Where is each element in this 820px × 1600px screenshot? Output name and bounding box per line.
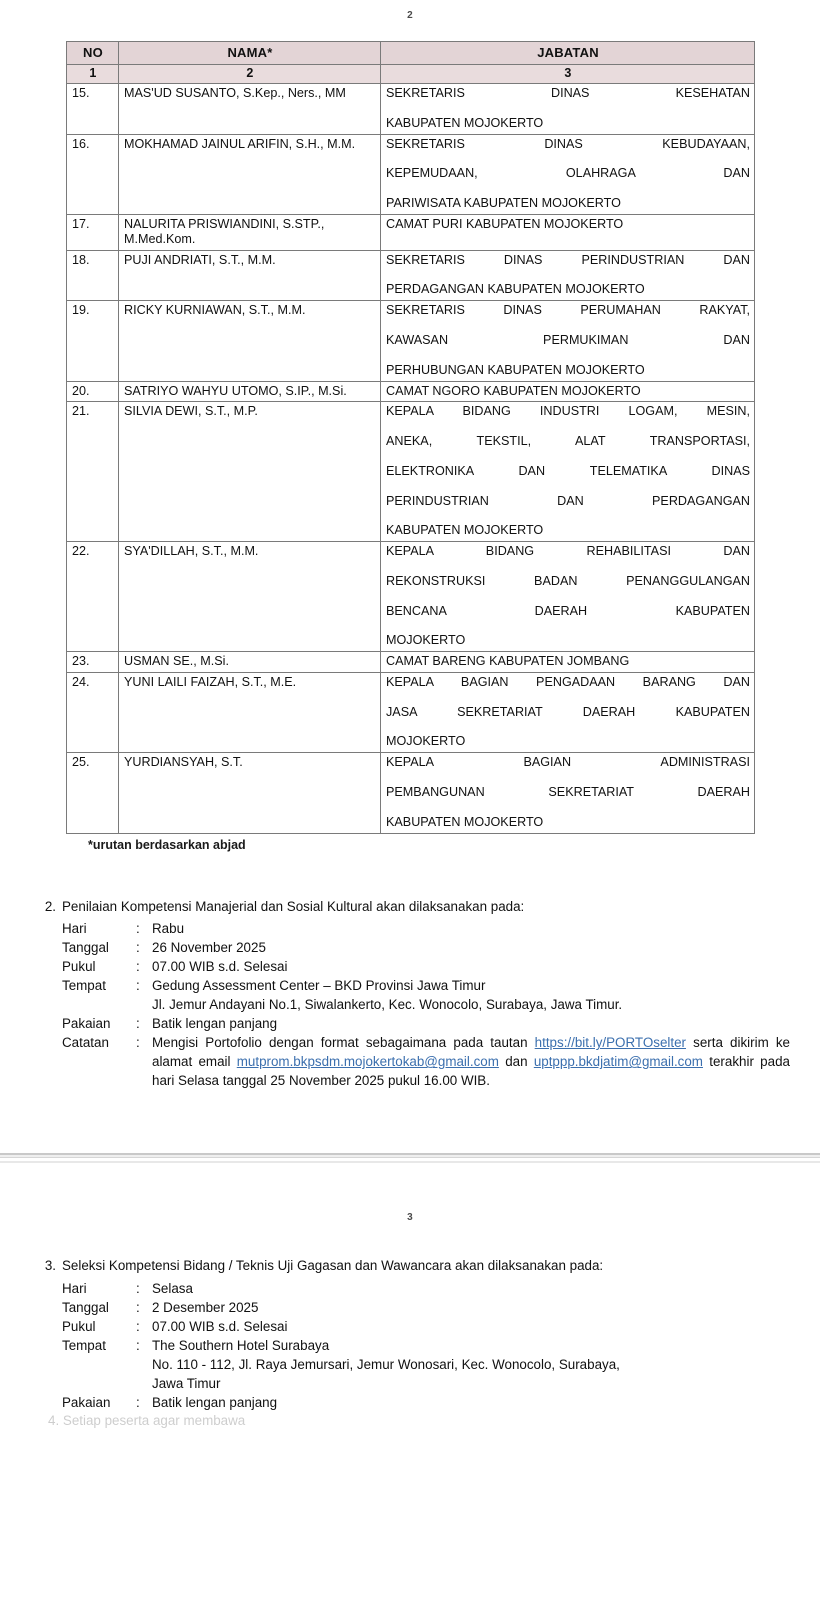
table-row — [67, 652, 755, 673]
catatan-text-part2: serta dikirim ke alamat email — [152, 1035, 790, 1070]
table-row — [67, 673, 755, 753]
detail-label-pukul: Pukul — [62, 1318, 96, 1334]
table-row — [67, 84, 755, 135]
detail-value-tempat-address-line1: No. 110 - 112, Jl. Raya Jemursari, Jemur Wonosari, Kec. Wonocolo, Surabaya, — [152, 1356, 620, 1372]
cell-nama: PUJI ANDRIATI, S.T., M.M. — [119, 250, 381, 301]
jabatan-line: BENCANA DAERAH KABUPATEN — [386, 603, 750, 618]
detail-colon: : — [136, 1394, 140, 1410]
table-row — [67, 753, 755, 833]
cell-nama: SILVIA DEWI, S.T., M.P. — [119, 402, 381, 542]
roster-table — [66, 41, 755, 834]
cell-no: 23. — [67, 652, 119, 673]
cell-jabatan — [381, 214, 755, 250]
detail-label-hari: Hari — [62, 921, 87, 937]
jabatan-line: KEPALA BAGIAN PENGADAAN BARANG DAN — [386, 675, 750, 690]
detail-label-catatan: Catatan — [62, 1035, 109, 1051]
section-2-number: 2. — [44, 898, 56, 914]
column-number-2: 2 — [119, 65, 381, 84]
detail-value-tanggal: 26 November 2025 — [152, 940, 266, 956]
cell-no: 17. — [67, 214, 119, 250]
jabatan-line: PERDAGANGAN KABUPATEN MOJOKERTO — [386, 282, 645, 297]
jabatan-line: KEPALA BIDANG INDUSTRI LOGAM, MESIN, — [386, 404, 750, 419]
jabatan-line: SEKRETARIS DINAS KEBUDAYAAN, — [386, 136, 750, 151]
catatan-text-part1: Mengisi Portofolio dengan format sebagaimana pada tautan — [152, 1035, 528, 1051]
section-3-title: Seleksi Kompetensi Bidang / Teknis Uji Gagasan dan Wawancara akan dilaksanakan pada: — [62, 1258, 604, 1274]
cell-jabatan — [381, 381, 755, 402]
detail-value-pakaian: Batik lengan panjang — [152, 1016, 278, 1032]
detail-value-hari: Selasa — [152, 1280, 193, 1296]
cell-no: 19. — [67, 301, 119, 381]
jabatan-line: KABUPATEN MOJOKERTO — [386, 814, 544, 829]
detail-label-pakaian: Pakaian — [62, 1016, 111, 1032]
catatan-text-part4: terakhir pada hari Selasa tanggal 25 November 2025 pukul 16.00 WIB. — [152, 1054, 790, 1089]
table-row — [67, 542, 755, 652]
cell-nama: NALURITA PRISWIANDINI, S.STP., M.Med.Kom. — [119, 214, 381, 250]
detail-label-tanggal: Tanggal — [62, 1299, 109, 1315]
detail-value-pukul: 07.00 WIB s.d. Selesai — [152, 959, 288, 975]
section-3 — [0, 1257, 820, 1412]
cell-no: 15. — [67, 84, 119, 135]
jabatan-line: PEMBANGUNAN SEKRETARIAT DAERAH — [386, 785, 750, 800]
jabatan-line: KABUPATEN MOJOKERTO — [386, 523, 544, 538]
detail-label-tempat: Tempat — [62, 978, 106, 994]
detail-value-tempat: Gedung Assessment Center – BKD Provinsi Jawa Timur — [152, 978, 486, 994]
cell-jabatan — [381, 301, 755, 381]
table-row — [67, 214, 755, 250]
detail-label-tempat: Tempat — [62, 1337, 106, 1353]
jabatan-line: KABUPATEN MOJOKERTO — [386, 115, 544, 130]
detail-row-tanggal — [62, 938, 790, 957]
cell-nama: USMAN SE., M.Si. — [119, 652, 381, 673]
jabatan-line: ELEKTRONIKA DAN TELEMATIKA DINAS — [386, 463, 750, 478]
column-header-jabatan: JABATAN — [381, 42, 755, 65]
cell-nama: YURDIANSYAH, S.T. — [119, 753, 381, 833]
column-number-1: 1 — [67, 65, 119, 84]
jabatan-line: CAMAT PURI KABUPATEN MOJOKERTO — [386, 216, 624, 231]
detail-colon: : — [136, 921, 140, 937]
detail-value-tempat-address: Jl. Jemur Andayani No.1, Siwalankerto, Kec. Wonocolo, Surabaya, Jawa Timur. — [152, 997, 623, 1013]
portfolio-link[interactable]: https://bit.ly/PORTOselter — [534, 1035, 686, 1051]
jabatan-line: CAMAT BARENG KABUPATEN JOMBANG — [386, 654, 630, 669]
table-row — [67, 134, 755, 214]
cell-jabatan — [381, 652, 755, 673]
section-2-details — [62, 919, 790, 1090]
table-footnote: *urutan berdasarkan abjad — [88, 837, 246, 852]
jabatan-line: KEPALA BIDANG REHABILITASI DAN — [386, 544, 750, 559]
detail-label-pakaian: Pakaian — [62, 1394, 111, 1410]
roster-table-wrapper — [66, 41, 754, 852]
section-2-title: Penilaian Kompetensi Manajerial dan Sosial Kultural akan dilaksanakan pada: — [62, 898, 525, 914]
detail-label-pukul: Pukul — [62, 959, 96, 975]
detail-row-tempat-address — [62, 995, 790, 1014]
column-header-nama: NAMA* — [119, 42, 381, 65]
cell-nama: RICKY KURNIAWAN, S.T., M.M. — [119, 301, 381, 381]
detail-value-tempat: The Southern Hotel Surabaya — [152, 1337, 330, 1353]
detail-row-pakaian — [62, 1014, 790, 1033]
detail-colon: : — [136, 940, 140, 956]
detail-colon: : — [136, 1016, 140, 1032]
column-number-3: 3 — [381, 65, 755, 84]
section-3-number: 3. — [44, 1258, 56, 1274]
jabatan-line: SEKRETARIS DINAS PERUMAHAN RAKYAT, — [386, 303, 750, 318]
detail-row-pukul — [62, 1317, 790, 1336]
detail-row-tempat — [62, 976, 790, 995]
cell-jabatan — [381, 84, 755, 135]
cell-nama: MOKHAMAD JAINUL ARIFIN, S.H., M.M. — [119, 134, 381, 214]
section-2-heading — [34, 898, 790, 915]
jabatan-line: PERINDUSTRIAN DAN PERDAGANGAN — [386, 493, 750, 508]
section-4-cut-off — [0, 1412, 820, 1428]
cell-jabatan — [381, 673, 755, 753]
cell-no: 25. — [67, 753, 119, 833]
detail-colon: : — [136, 1318, 140, 1334]
detail-value-pukul: 07.00 WIB s.d. Selesai — [152, 1318, 288, 1334]
detail-label-hari: Hari — [62, 1280, 87, 1296]
section-4-text: 4. Setiap peserta agar membawa — [48, 1412, 246, 1428]
cell-no: 21. — [67, 402, 119, 542]
detail-colon: : — [136, 978, 140, 994]
column-header-no: NO — [67, 42, 119, 65]
detail-row-tempat-address-1 — [62, 1355, 790, 1374]
jabatan-line: REKONSTRUKSI BADAN PENANGGULANGAN — [386, 573, 750, 588]
detail-value-catatan — [152, 1033, 790, 1090]
page-number-bottom: 3 — [407, 1212, 413, 1224]
jabatan-line: JASA SEKRETARIAT DAERAH KABUPATEN — [386, 704, 750, 719]
detail-row-catatan — [62, 1033, 790, 1090]
detail-colon: : — [136, 1299, 140, 1315]
jabatan-line: SEKRETARIS DINAS KESEHATAN — [386, 86, 750, 101]
jabatan-line: ANEKA, TEKSTIL, ALAT TRANSPORTASI, — [386, 434, 750, 449]
jabatan-line: KEPALA BAGIAN ADMINISTRASI — [386, 755, 750, 770]
detail-row-pukul — [62, 957, 790, 976]
detail-value-tempat-address-line2: Jawa Timur — [152, 1375, 221, 1391]
table-row — [67, 381, 755, 402]
detail-value-hari: Rabu — [152, 921, 185, 937]
cell-nama: YUNI LAILI FAIZAH, S.T., M.E. — [119, 673, 381, 753]
cell-no: 24. — [67, 673, 119, 753]
detail-colon: : — [136, 1035, 140, 1051]
table-row — [67, 402, 755, 542]
detail-colon: : — [136, 1280, 140, 1296]
table-header — [67, 42, 755, 84]
document-page-3 — [0, 1168, 820, 1428]
detail-row-tanggal — [62, 1298, 790, 1317]
cell-jabatan — [381, 542, 755, 652]
email-link-mojokerto[interactable]: mutprom.bkpsdm.mojokertokab@gmail.com — [236, 1054, 499, 1070]
table-row — [67, 301, 755, 381]
jabatan-line: PARIWISATA KABUPATEN MOJOKERTO — [386, 196, 621, 211]
page-separator — [0, 1150, 820, 1168]
section-2 — [0, 898, 820, 1091]
jabatan-line: MOJOKERTO — [386, 633, 466, 648]
cell-no: 22. — [67, 542, 119, 652]
cell-jabatan — [381, 402, 755, 542]
cell-jabatan — [381, 134, 755, 214]
email-link-bkdjatim[interactable]: uptppp.bkdjatim@gmail.com — [533, 1054, 703, 1070]
jabatan-line: PERHUBUNGAN KABUPATEN MOJOKERTO — [386, 362, 645, 377]
detail-row-hari — [62, 919, 790, 938]
page-number-top: 2 — [407, 10, 413, 21]
detail-row-tempat — [62, 1336, 790, 1355]
catatan-text-part3: dan — [505, 1054, 528, 1070]
jabatan-line: MOJOKERTO — [386, 734, 466, 749]
cell-no: 16. — [67, 134, 119, 214]
table-column-number-row — [67, 65, 755, 84]
detail-row-pakaian — [62, 1393, 790, 1412]
jabatan-line: SEKRETARIS DINAS PERINDUSTRIAN DAN — [386, 252, 750, 267]
table-body — [67, 84, 755, 834]
cell-nama: SATRIYO WAHYU UTOMO, S.IP., M.Si. — [119, 381, 381, 402]
detail-colon: : — [136, 959, 140, 975]
cell-nama: MAS'UD SUSANTO, S.Kep., Ners., MM — [119, 84, 381, 135]
cell-no: 18. — [67, 250, 119, 301]
section-3-heading — [34, 1257, 790, 1274]
jabatan-line: KEPEMUDAAN, OLAHRAGA DAN — [386, 166, 750, 181]
cell-nama: SYA'DILLAH, S.T., M.M. — [119, 542, 381, 652]
detail-value-tanggal: 2 Desember 2025 — [152, 1299, 259, 1315]
detail-row-hari — [62, 1279, 790, 1298]
detail-label-tanggal: Tanggal — [62, 940, 109, 956]
cell-jabatan — [381, 753, 755, 833]
jabatan-line: KAWASAN PERMUKIMAN DAN — [386, 332, 750, 347]
jabatan-line: CAMAT NGORO KABUPATEN MOJOKERTO — [386, 383, 641, 398]
detail-value-pakaian: Batik lengan panjang — [152, 1394, 278, 1410]
detail-colon: : — [136, 1337, 140, 1353]
detail-row-tempat-address-2 — [62, 1374, 790, 1393]
cell-no: 20. — [67, 381, 119, 402]
section-3-details — [62, 1279, 790, 1412]
table-row — [67, 250, 755, 301]
cell-jabatan — [381, 250, 755, 301]
table-header-row — [67, 42, 755, 65]
